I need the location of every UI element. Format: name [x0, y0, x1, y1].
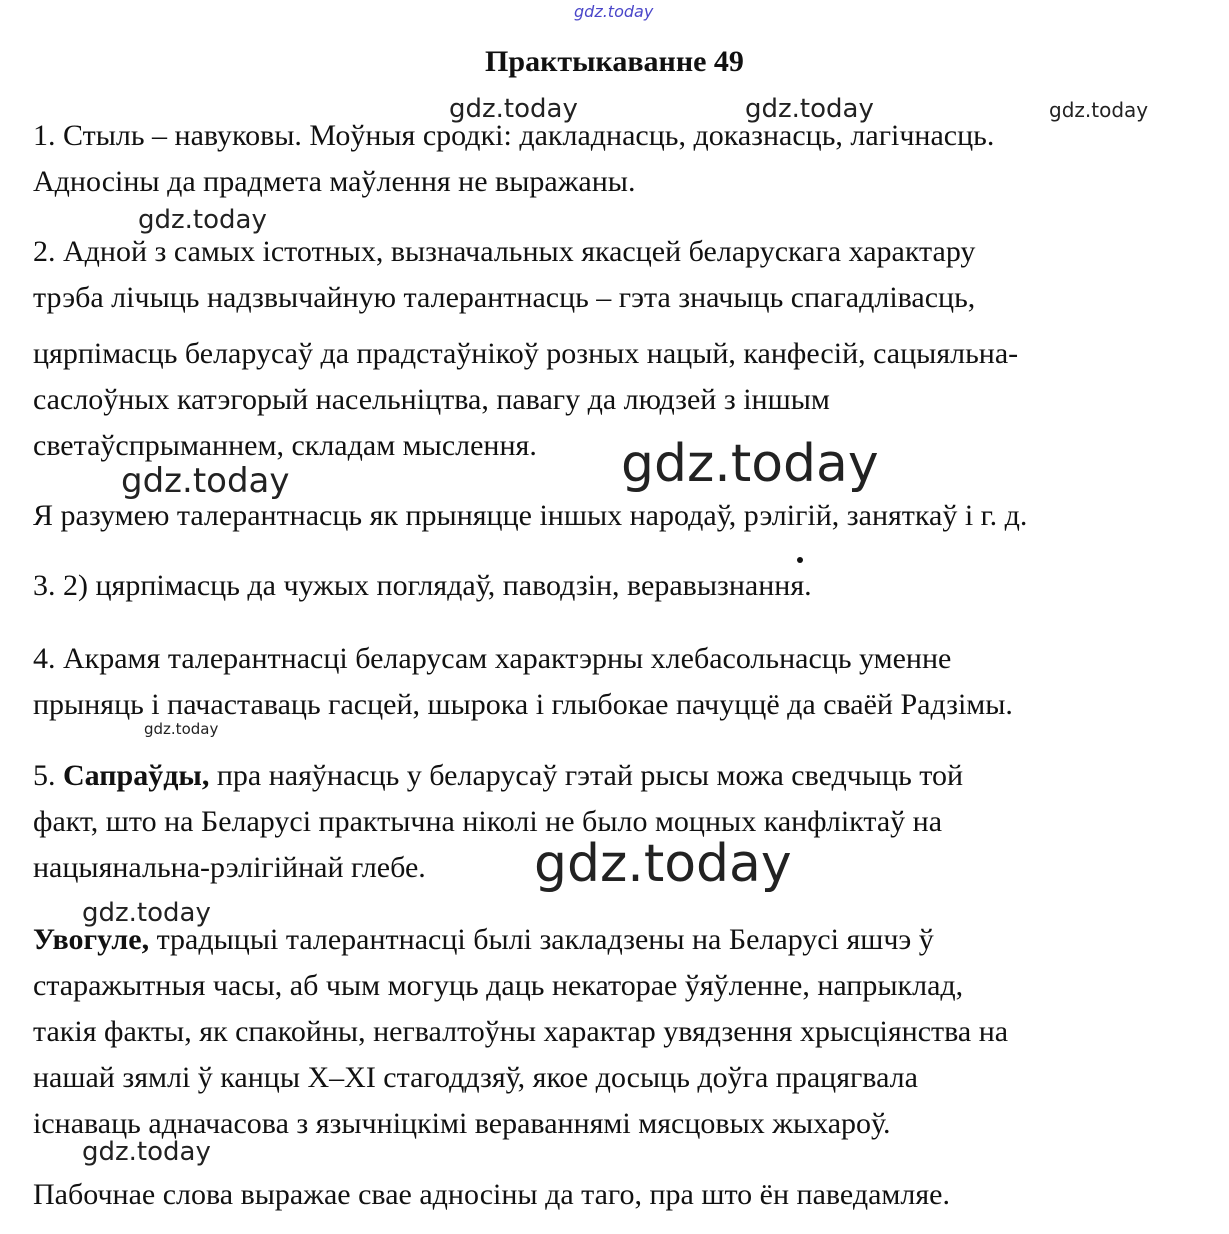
answer-5-line: [33, 753, 1218, 799]
watermark: gdz.today: [82, 898, 211, 928]
answer-3: [33, 563, 1218, 609]
answer-2-line: светаўспрыманнем, складам мыслення.: [33, 429, 537, 462]
answer-5-line: факт, што на Беларусі практычна ніколі не было моцных канфліктаў на: [33, 805, 943, 838]
summary-line: такія факты, як спакойны, негвалтоўны характар увядзення хрысціянства на: [33, 1015, 1009, 1048]
watermark: gdz.today: [138, 205, 267, 235]
watermark: gdz.today: [82, 1137, 211, 1167]
answer-1-line: 1. Стыль – навуковы. Моўныя сродкі: дакладнасць, доказнасць, лагічнасць.: [33, 119, 995, 152]
watermark: gdz.today: [745, 94, 874, 124]
answer-1-line: Адносіны да прадмета маўлення не выражаны.: [33, 165, 636, 198]
answer-2-line: саслоўных катэгорый насельніцтва, павагу да людзей з іншым: [33, 383, 830, 416]
answer-3-line: 3. 2) цярпімасць да чужых поглядаў, паводзін, веравызнання.: [33, 569, 812, 602]
summary-line: існаваць адначасова з язычніцкімі вераваннямі мясцовых жыхароў.: [33, 1107, 891, 1140]
watermark-top: gdz.today: [574, 2, 654, 21]
page-title: Практыкаванне 49: [485, 45, 744, 78]
answer-2-line: трэба лічыць надзвычайную талерантнасць – гэта значыць спагадлівасць,: [33, 281, 976, 314]
answer-5-lead-word: Сапраўды,: [63, 759, 210, 792]
opinion-line: Я разумею талерантнасць як прыняцце іншых народаў, рэлігій, заняткаў і г. д.: [33, 499, 1028, 532]
watermark: gdz.today: [1049, 98, 1149, 122]
answer-4-line: прыняць і пачаставаць гасцей, шырока і глыбокае пачуццё да сваёй Радзімы.: [33, 688, 1013, 721]
watermark: gdz.today: [144, 720, 219, 738]
summary-lead-word: Увогуле,: [33, 923, 150, 956]
answer-1: [33, 113, 1218, 205]
answer-2-line: 2. Адной з самых істотных, вызначальных якасцей беларускага характару: [33, 235, 976, 268]
answer-5-line: нацыянальна-рэлігійнай глебе.: [33, 851, 426, 884]
answer-2: [33, 229, 1218, 469]
summary-text: традыцыі талерантнасці былі закладзены на Беларусі яшчэ ў: [149, 923, 934, 956]
answer-5-summary: [33, 917, 1218, 1147]
summary-line: старажытныя часы, аб чым могуць даць некаторае ўяўленне, напрыклад,: [33, 969, 964, 1002]
final-note-line: Пабочнае слова выражае свае адносіны да таго, пра што ён паведамляе.: [33, 1178, 950, 1211]
answer-4-line: 4. Акрамя талерантнасці беларусам характэрны хлебасольнасць уменне: [33, 642, 952, 675]
watermark-large: gdz.today: [534, 834, 792, 894]
watermark-large: gdz.today: [621, 434, 879, 494]
answer-5-text: пра наяўнасць у беларусаў гэтай рысы можа сведчыць той: [209, 759, 964, 792]
watermark: gdz.today: [121, 461, 290, 501]
answer-4: [33, 636, 1218, 728]
answer-2-opinion: [33, 493, 1218, 539]
final-note: [33, 1172, 1218, 1218]
summary-line: нашай зямлі ў канцы X–XI стагоддзяў, якое досыць доўга працягвала: [33, 1061, 918, 1094]
watermark: gdz.today: [449, 94, 578, 124]
answer-5-number: 5.: [33, 759, 63, 792]
summary-line: [33, 917, 1218, 963]
answer-2-line: цярпімасць беларусаў да прадстаўнікоў розных нацый, канфесій, сацыяльна-: [33, 337, 1019, 370]
